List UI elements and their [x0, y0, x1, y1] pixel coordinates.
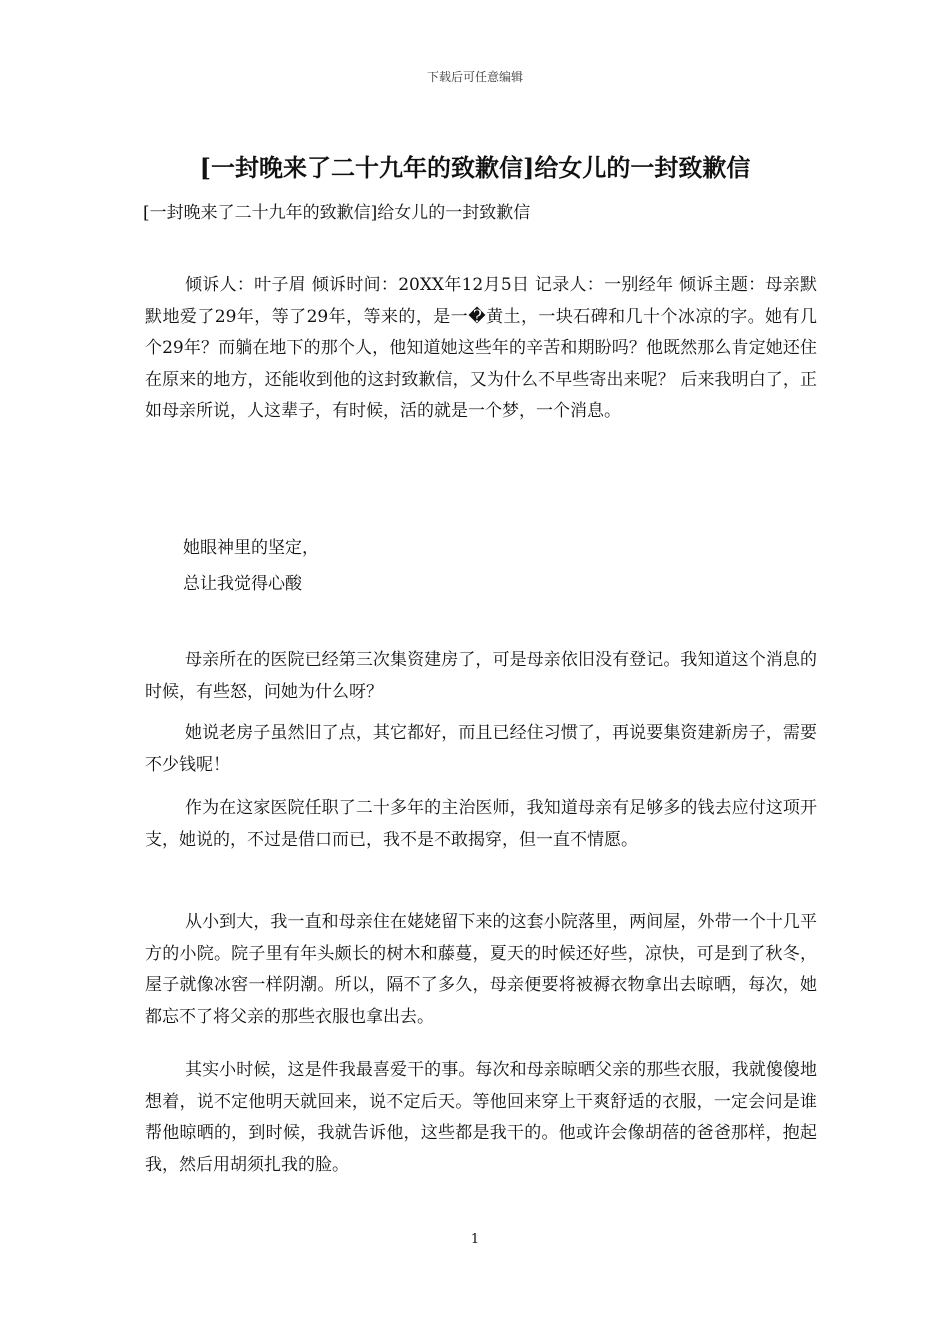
- subtitle: [一封晚来了二十九年的致歉信]给女儿的一封致歉信: [143, 203, 531, 223]
- paragraph-intro: 倾诉人：叶子眉 倾诉时间：20XX年12月5日 记录人：一别经年 倾诉主题：母亲默默地爱了29年，等了29年，等来的，是一�黄土，一块石碑和几十个冰凉的字。她有几个29年？而躺在地下的那个人，他知道她这些年的辛苦和期盼吗？他既然那么肯定她还住在原来的地方，还能收到他的这封致歉信，又为什么不早些寄出来呢？ 后来我明白了，正如母亲所说，人这辈子，有时候，活的就是一个梦，一个消息。: [145, 275, 817, 421]
- header-note: 下载后可任意编辑: [426, 70, 523, 84]
- paragraph-courtyard: 从小到大，我一直和母亲住在姥姥留下来的这套小院落里，两间屋，外带一个十几平方的小院。院子里有年头颇长的树木和藤蔓，夏天的时候还好些，凉快，可是到了秋冬，屋子就像冰窖一样阴潮。所以，隔不了多久，母亲便要将被褥衣物拿出去晾晒，每次，她都忘不了将父亲的那些衣服也拿出去。: [145, 912, 817, 1027]
- paragraph-childhood: 其实小时候，这是件我最喜爱干的事。每次和母亲晾晒父亲的那些衣服，我就傻傻地想着，说不定他明天就回来，说不定后天。等他回来穿上干爽舒适的衣服，一定会问是谁帮他晾晒的，到时候，我就告诉他，这些都是我干的。他或许会像胡蓓的爸爸那样，抱起我，然后用胡须扎我的脸。: [145, 1060, 817, 1175]
- stanza-line-2: 总让我觉得心酸: [183, 574, 302, 594]
- page-title: [一封晚来了二十九年的致歉信]给女儿的一封致歉信: [199, 153, 751, 182]
- stanza-line-1: 她眼神里的坚定，: [183, 538, 319, 558]
- paragraph-doctor: 作为在这家医院任职了二十多年的主治医师，我知道母亲有足够多的钱去应付这项开支，她说的，不过是借口而已，我不是不敢揭穿，但一直不情愿。: [145, 798, 817, 850]
- paragraph-hospital: 母亲所在的医院已经第三次集资建房了，可是母亲依旧没有登记。我知道这个消息的时候，有些怒，问她为什么呀？: [145, 650, 817, 702]
- page-number: 1: [470, 1232, 480, 1247]
- paragraph-old-house: 她说老房子虽然旧了点，其它都好，而且已经住习惯了，再说要集资建新房子，需要不少钱呢！: [145, 723, 817, 775]
